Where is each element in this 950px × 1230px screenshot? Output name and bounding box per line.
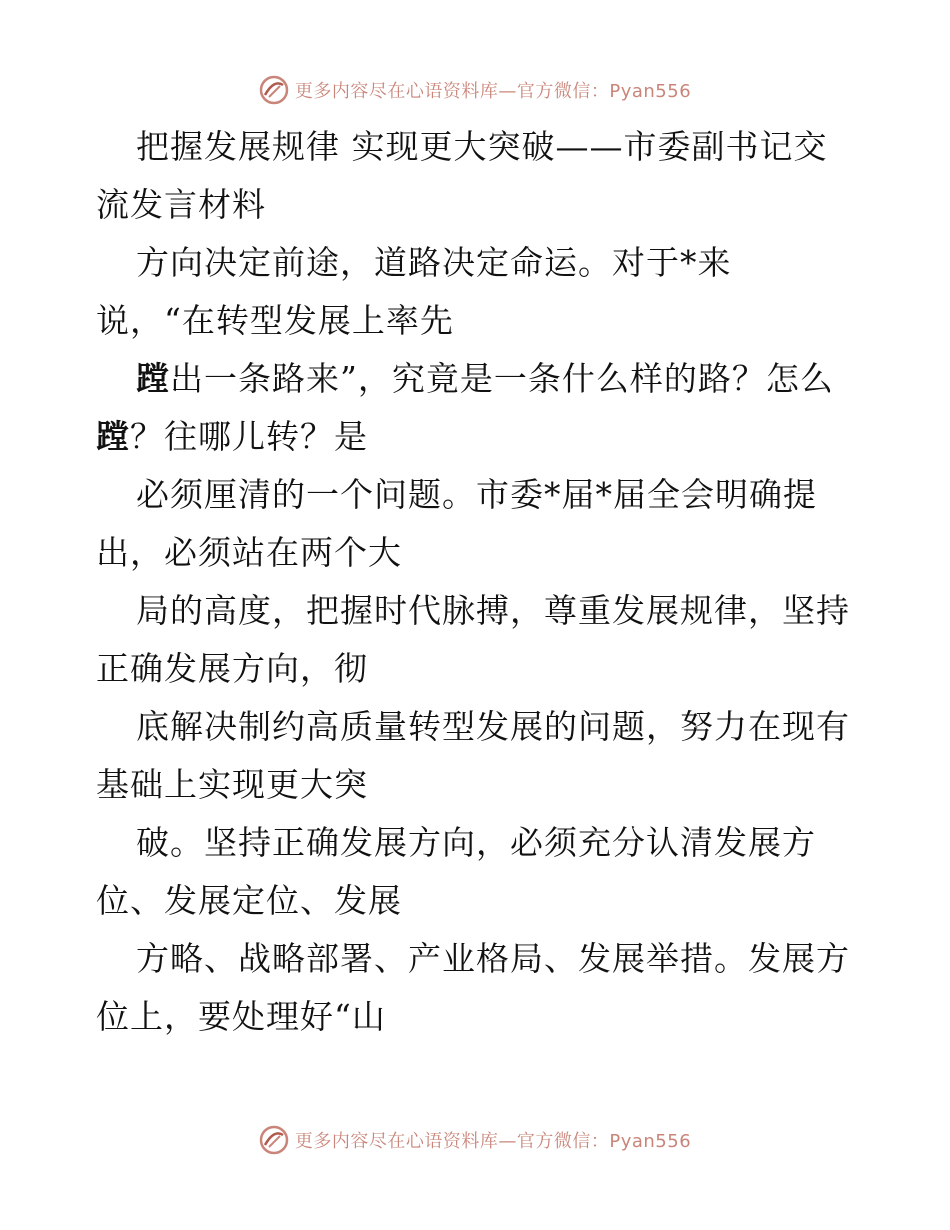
document-line [96,176,866,234]
document-line [96,756,866,814]
logo-icon [259,1125,289,1155]
line-text: 位、发展定位、发展 [96,881,402,920]
line-text: 出，必须站在两个大 [96,533,402,572]
line-text: 方向决定前途，道路决定命运。对于*来 [136,243,732,282]
document-line [96,698,866,756]
line-text: 正确发展方向，彻 [96,649,368,688]
document-line [96,524,866,582]
document-line [96,350,866,408]
document-line [96,234,866,292]
line-text: 说，“在转型发展上率先 [96,301,454,340]
document-line [96,814,866,872]
watermark-text: 更多内容尽在心语资料库—官方微信：Pyan556 [294,1131,692,1152]
emphasized-char: 蹚 [96,417,130,456]
footer-watermark [0,1120,950,1160]
line-text: 把握发展规律 实现更大突破——市委副书记交 [136,127,828,166]
emphasized-char: 蹚 [136,359,170,398]
line-text: 底解决制约高质量转型发展的问题，努力在现有 [136,707,850,746]
document-line [96,640,866,698]
line-text: 基础上实现更大突 [96,765,368,804]
header-watermark [0,70,950,110]
line-text: 流发言材料 [96,185,266,224]
line-text: ？往哪儿转？是 [130,417,368,456]
line-text: 方略、战略部署、产业格局、发展举措。发展方 [136,939,850,978]
document-line [96,408,866,466]
document-line [96,872,866,930]
document-line [96,988,866,1046]
line-text: 出一条路来”，究竟是一条什么样的路？怎么 [170,359,834,398]
line-text: 局的高度，把握时代脉搏，尊重发展规律，坚持 [136,591,850,630]
logo-icon [259,75,289,105]
watermark-text: 更多内容尽在心语资料库—官方微信：Pyan556 [294,81,692,102]
document-line [96,582,866,640]
line-text: 破。坚持正确发展方向，必须充分认清发展方 [136,823,816,862]
line-text: 位上，要处理好“山 [96,997,386,1036]
document-line [96,292,866,350]
line-text: 必须厘清的一个问题。市委*届*届全会明确提 [136,475,817,514]
document-line [96,466,866,524]
document-body [96,118,866,1046]
document-line [96,930,866,988]
document-line [96,118,866,176]
